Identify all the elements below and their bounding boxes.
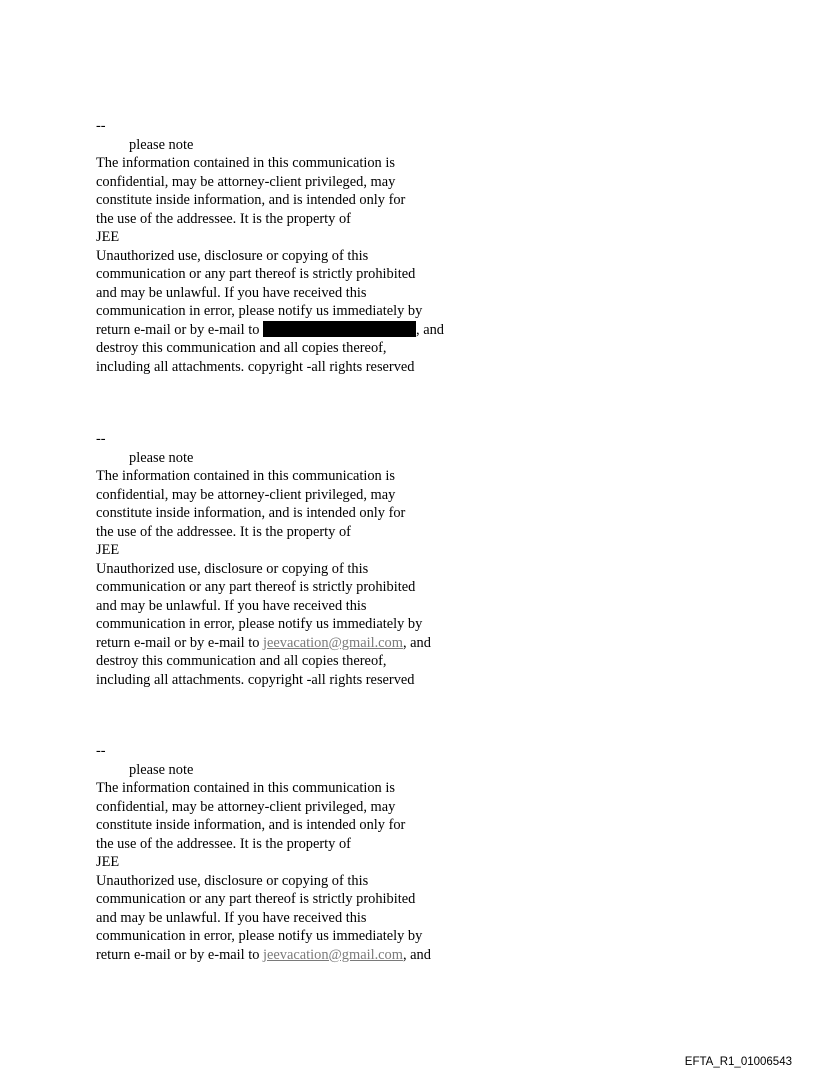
owner-name: JEE xyxy=(96,854,120,870)
disclaimer-block-1 xyxy=(96,117,516,376)
disclaimer-line: including all attachments. copyright -all rights reserved xyxy=(96,671,415,688)
contact-prefix: return e-mail or by e-mail to xyxy=(96,634,264,651)
email-link[interactable]: jeevacation@gmail.com xyxy=(263,634,403,651)
note-heading: please note xyxy=(129,449,194,466)
contact-line xyxy=(96,634,516,653)
disclaimer-line: Unauthorized use, disclosure or copying of this xyxy=(96,872,369,889)
email-link[interactable]: jeevacation@gmail.com xyxy=(263,946,403,963)
disclaimer-line: Unauthorized use, disclosure or copying of this xyxy=(96,560,369,577)
disclaimer-line: confidential, may be attorney-client privileged, may xyxy=(96,798,396,815)
disclaimer-block-2 xyxy=(96,430,516,689)
disclaimer-line: The information contained in this communication is xyxy=(96,155,395,171)
disclaimer-line: and may be unlawful. If you have received this xyxy=(96,909,367,926)
disclaimer-line: confidential, may be attorney-client privileged, may xyxy=(96,486,396,503)
disclaimer-line: destroy this communication and all copies thereof, xyxy=(96,340,387,356)
disclaimer-line: constitute inside information, and is intended only for xyxy=(96,192,406,208)
disclaimer-line: communication or any part thereof is strictly prohibited xyxy=(96,579,416,595)
owner-name: JEE xyxy=(96,229,120,245)
separator: -- xyxy=(96,743,106,759)
disclaimer-line: communication in error, please notify us immediately by xyxy=(96,616,423,632)
document-id: EFTA_R1_01006543 xyxy=(684,1056,792,1068)
disclaimer-line: the use of the addressee. It is the property of xyxy=(96,835,351,852)
separator: -- xyxy=(96,431,106,447)
disclaimer-line: constitute inside information, and is intended only for xyxy=(96,817,406,833)
contact-suffix: , and xyxy=(402,634,431,651)
contact-prefix: return e-mail or by e-mail to xyxy=(96,946,264,963)
disclaimer-line: Unauthorized use, disclosure or copying of this xyxy=(96,247,369,264)
disclaimer-line: and may be unlawful. If you have received this xyxy=(96,284,367,301)
contact-line xyxy=(96,946,516,965)
disclaimer-block-3 xyxy=(96,742,516,964)
disclaimer-line: The information contained in this communication is xyxy=(96,468,395,484)
disclaimer-line: and may be unlawful. If you have received this xyxy=(96,597,367,614)
disclaimer-line: destroy this communication and all copies thereof, xyxy=(96,653,387,669)
disclaimer-line: constitute inside information, and is intended only for xyxy=(96,505,406,521)
redaction-box xyxy=(263,321,416,337)
contact-prefix: return e-mail or by e-mail to xyxy=(96,321,264,338)
note-heading: please note xyxy=(129,136,194,153)
disclaimer-line: the use of the addressee. It is the property of xyxy=(96,523,351,540)
disclaimer-line: The information contained in this communication is xyxy=(96,780,395,796)
contact-suffix: , and xyxy=(416,321,445,338)
disclaimer-line: communication in error, please notify us immediately by xyxy=(96,928,423,944)
disclaimer-line: communication or any part thereof is strictly prohibited xyxy=(96,891,416,907)
contact-suffix: , and xyxy=(402,946,431,963)
note-heading: please note xyxy=(129,761,194,778)
separator: -- xyxy=(96,118,106,134)
disclaimer-line: confidential, may be attorney-client privileged, may xyxy=(96,173,396,190)
disclaimer-line: including all attachments. copyright -all rights reserved xyxy=(96,358,415,375)
disclaimer-line: communication or any part thereof is strictly prohibited xyxy=(96,266,416,282)
contact-line xyxy=(96,321,516,340)
disclaimer-line: the use of the addressee. It is the property of xyxy=(96,210,351,227)
owner-name: JEE xyxy=(96,542,120,558)
disclaimer-line: communication in error, please notify us immediately by xyxy=(96,303,423,319)
